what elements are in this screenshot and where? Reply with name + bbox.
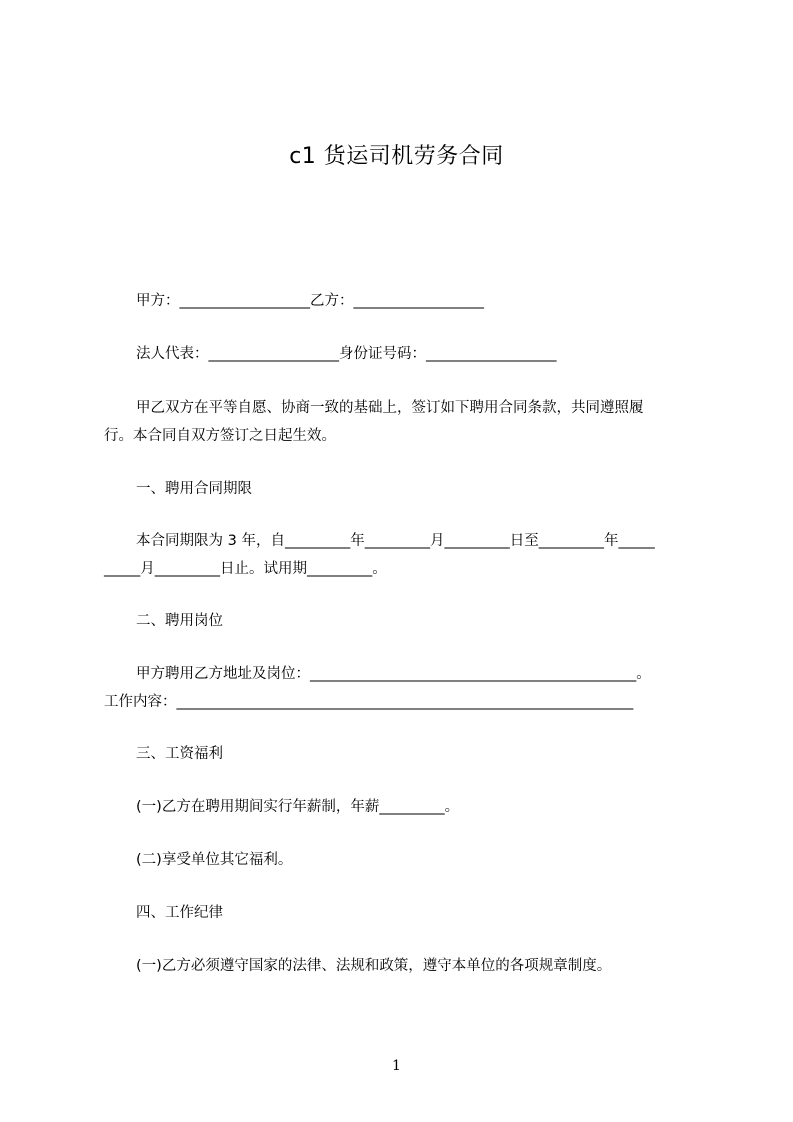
section2-heading: 二、聘用岗位 [136, 613, 223, 629]
section3-heading: 三、工资福利 [136, 746, 223, 762]
section3-item-2: (二)享受单位其它福利。 [136, 852, 293, 868]
page-number: 1 [392, 1058, 401, 1074]
document-title: c1 货运司机劳务合同 [289, 144, 504, 169]
section1-heading: 一、聘用合同期限 [136, 481, 252, 497]
parties-line: 甲方：__________________乙方：__________________ [136, 293, 484, 309]
section4-heading: 四、工作纪律 [136, 905, 223, 921]
section2-line-1: 甲方聘用乙方地址及岗位：_____________________________________________。 [136, 666, 651, 682]
section3-item-1: (一)乙方在聘用期间实行年薪制，年薪_________。 [136, 799, 460, 815]
intro-paragraph-line-2: 行。本合同自双方签订之日起生效。 [104, 428, 336, 444]
intro-paragraph-line-1: 甲乙双方在平等自愿、协商一致的基础上，签订如下聘用合同条款，共同遵照履 [136, 400, 644, 416]
section1-line-2: _____月_________日止。试用期_________。 [104, 561, 387, 577]
section4-item-1: (一)乙方必须遵守国家的法律、法规和政策，遵守本单位的各项规章制度。 [136, 958, 612, 974]
representative-line: 法人代表：__________________身份证号码：__________________ [136, 346, 557, 362]
section2-line-2: 工作内容：_______________________________________________________________ [104, 694, 634, 710]
section1-line-1: 本合同期限为 3 年，自_________年_________月_________日至_________年_____ [136, 533, 655, 549]
